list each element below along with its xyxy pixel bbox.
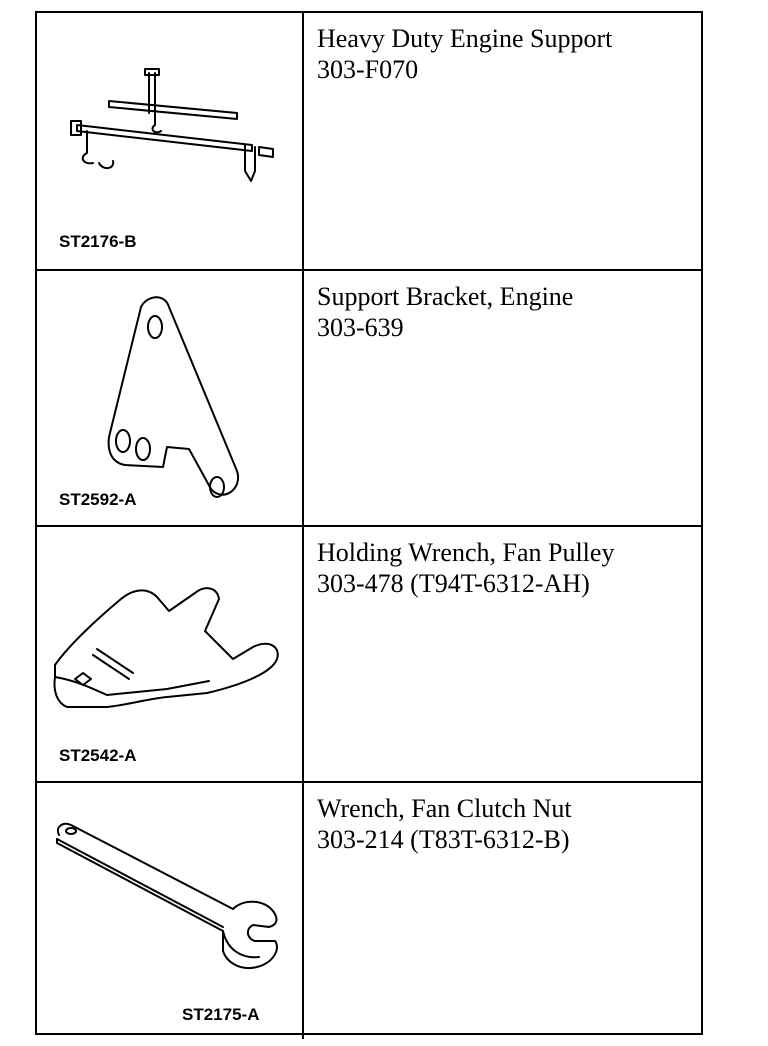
tool-number: 303-639 <box>317 313 404 342</box>
tool-illustration-cell <box>37 271 304 527</box>
tool-row <box>37 13 701 269</box>
figure-code: ST2175-A <box>182 1005 260 1024</box>
tool-description <box>306 13 701 269</box>
holding-wrench-icon <box>37 527 302 783</box>
tool-number: 303-214 (T83T-6312-B) <box>317 825 570 854</box>
tool-description <box>306 271 701 527</box>
figure-code: ST2542-A <box>59 746 137 765</box>
tool-name: Support Bracket, Engine <box>317 282 574 311</box>
fan-clutch-wrench-icon <box>37 783 302 1039</box>
tool-illustration-cell <box>37 783 304 1039</box>
tool-number: 303-478 (T94T-6312-AH) <box>317 569 590 598</box>
tool-row <box>37 525 701 783</box>
tool-illustration-cell <box>37 13 304 269</box>
tool-description <box>306 783 701 1039</box>
figure-code: ST2592-A <box>59 490 137 509</box>
figure-code: ST2176-B <box>59 232 137 251</box>
support-bracket-icon <box>37 271 302 527</box>
tool-number: 303-F070 <box>317 55 419 84</box>
engine-support-icon <box>37 13 302 269</box>
tool-name: Holding Wrench, Fan Pulley <box>317 538 615 567</box>
tool-name: Heavy Duty Engine Support <box>317 24 613 53</box>
tool-name: Wrench, Fan Clutch Nut <box>317 794 572 823</box>
tool-illustration-cell <box>37 527 304 783</box>
special-tools-table <box>35 11 703 1035</box>
tool-description <box>306 527 701 783</box>
tool-row <box>37 269 701 527</box>
tool-row <box>37 781 701 1039</box>
